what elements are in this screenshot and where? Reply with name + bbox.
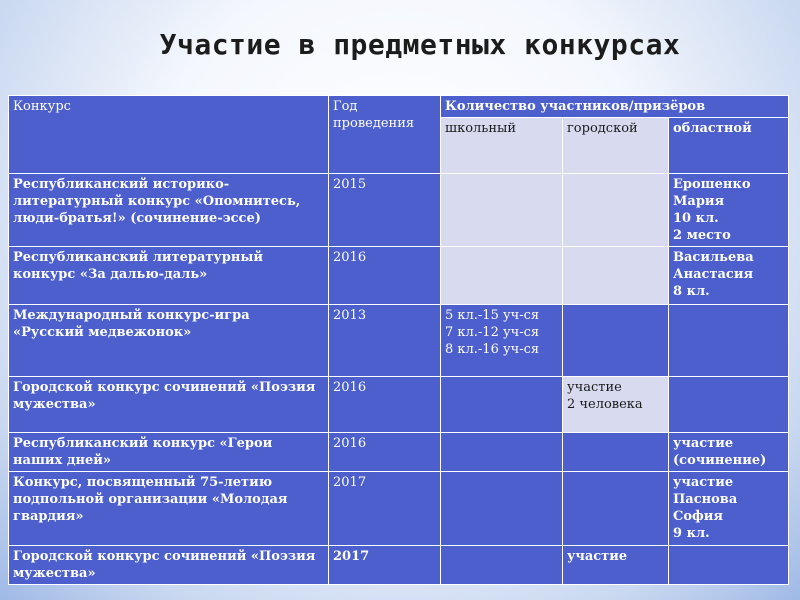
cell-year: 2016 [329,247,441,305]
slide-title: Участие в предметных конкурсах [159,28,681,61]
cell-line: 5 кл.-15 уч-ся [445,308,540,323]
cell-city [563,433,669,472]
cell-line: 2 человека [567,397,643,412]
table-row [9,174,789,247]
cell-region [669,472,789,546]
header-row [9,96,789,118]
cell-line: 8 кл.-16 уч-ся [445,342,540,357]
cell-region [669,433,789,472]
cell-region [669,377,789,433]
header-school: школьный [441,118,563,174]
cell-school [441,247,563,305]
cell-school [441,472,563,546]
cell-line: Васильева [673,250,754,265]
cell-line: 10 кл. [673,211,719,226]
cell-line: Паснова [673,492,738,507]
cell-line: Мария [673,194,725,209]
cell-line: участие [567,380,622,395]
cell-region [669,174,789,247]
cell-line: Анастасия [673,267,754,282]
cell-year: 2017 [329,472,441,546]
cell-region [669,247,789,305]
header-city: городской [563,118,669,174]
contests-table [8,95,789,585]
cell-line: участие [673,475,734,490]
header-region: областной [669,118,789,174]
cell-city: участие [563,546,669,585]
table-row [9,472,789,546]
cell-year: 2013 [329,305,441,377]
header-contest: Конкурс [9,96,329,174]
table-row [9,247,789,305]
cell-line: участие [673,436,734,451]
cell-year: 2015 [329,174,441,247]
table-row [9,546,789,585]
cell-school [441,433,563,472]
table-row [9,377,789,433]
cell-contest: Международный конкурс-игра «Русский медвежонок» [9,305,329,377]
cell-line: 8 кл. [673,284,710,299]
cell-line: Ерошенко [673,177,751,192]
table-row [9,433,789,472]
cell-year: 2017 [329,546,441,585]
cell-school [441,305,563,377]
table-row [9,305,789,377]
cell-contest: Городской конкурс сочинений «Поэзия мужества» [9,546,329,585]
cell-city [563,174,669,247]
cell-contest: Республиканский литературный конкурс «За далью-даль» [9,247,329,305]
header-participants: Количество участников/призёров [441,96,789,118]
cell-year: 2016 [329,377,441,433]
cell-school [441,174,563,247]
cell-contest: Республиканский конкурс «Герои наших дней» [9,433,329,472]
cell-region [669,305,789,377]
cell-city [563,472,669,546]
cell-line: 2 место [673,228,731,243]
cell-region [669,546,789,585]
cell-line: (сочинение) [673,453,767,468]
cell-year: 2016 [329,433,441,472]
header-year: Год проведения [329,96,441,174]
cell-school [441,377,563,433]
cell-city [563,377,669,433]
cell-contest: Республиканский историко-литературный конкурс «Опомнитесь, люди-братья!» (сочинение-эссе) [9,174,329,247]
cell-contest: Городской конкурс сочинений «Поэзия мужества» [9,377,329,433]
cell-city [563,305,669,377]
cell-city [563,247,669,305]
cell-contest: Конкурс, посвященный 75-летию подпольной организации «Молодая гвардия» [9,472,329,546]
cell-school [441,546,563,585]
cell-line: 7 кл.-12 уч-ся [445,325,540,340]
cell-line: 9 кл. [673,526,710,541]
cell-line: София [673,509,723,524]
